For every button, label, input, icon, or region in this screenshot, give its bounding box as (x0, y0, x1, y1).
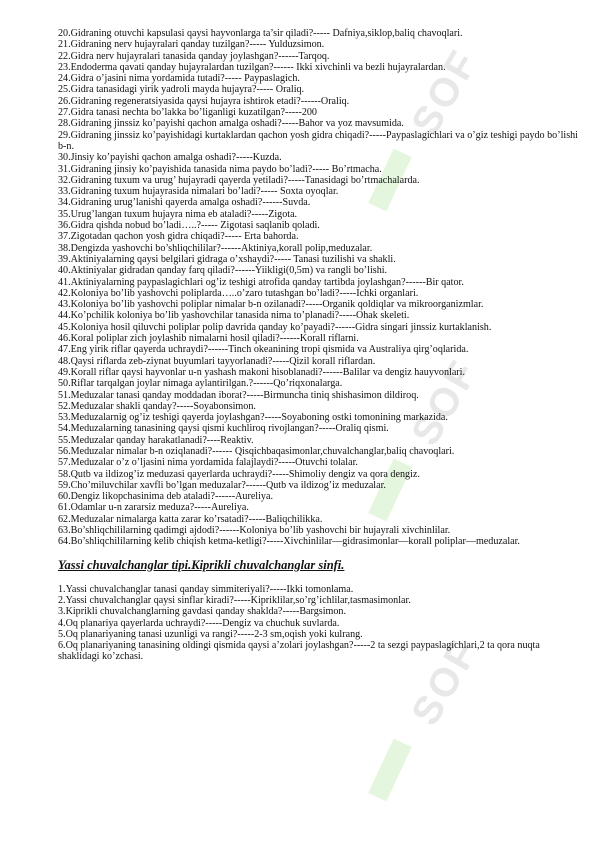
question-item: 44.Ko’pchilik koloniya bo’lib yashovchilar tanasida nima to’planadi?-----Ohak skeleti. (58, 310, 410, 322)
question-item: 49.Korall riflar qaysi hayvonlar u-n yashash makoni hisoblanadi?------Balilar va dengiz hauyvonlari. (58, 366, 465, 378)
question-item: 54.Meduzalarning tanasining qaysi qismi kuchliroq rivojlangan?-----Oraliq qismi. (58, 423, 389, 435)
watermark-text: SOF (403, 351, 488, 453)
question-item: 22.Gidra nerv hujayralari tanasida qanday joylashgan?------Tarqoq. (58, 50, 330, 62)
question-item: 37.Zigotadan qachon yosh gidra chiqadi?----- Erta bahorda. (58, 231, 299, 243)
question-item: 4.Oq planariya qayerlarda uchraydi?-----Dengiz va chuchuk suvlarda. (58, 617, 340, 629)
question-item: 2.Yassi chuvalchanglar qaysi sinflar kiradi?-----Kipriklilar,so’rg’ichlilar,tasmasimonlar. (58, 594, 411, 606)
watermark-mark (368, 739, 411, 802)
question-item: 43.Koloniya bo’lib yashovchi poliplar nimalar b-n ozilanadi?-----Organik qoldiqlar va mikroorganizmlar. (58, 299, 484, 311)
question-item: 30.Jinsiy ko’payishi qachon amalga oshadi?-----Kuzda. (58, 152, 282, 164)
question-item: 5.Oq planariyaning tanasi uzunligi va rangi?-----2-3 sm,oqish yoki kulrang. (58, 628, 363, 640)
question-item: 39.Aktiniyalarning qaysi belgilari gidraga o’xshaydi?----- Tanasi tuzilishi va shakli. (58, 253, 396, 265)
question-item: 51.Meduzalar tanasi qanday moddadan iborat?-----Birmuncha tiniq shishasimon dildiroq. (58, 389, 419, 401)
question-item: 33.Gidraning tuxum hujayrasida nimalari bo’ladi?----- Soxta oyoqlar. (58, 186, 339, 198)
watermark-text: SOF (403, 631, 488, 733)
watermark-text: SOF (403, 41, 488, 143)
question-item: 28.Gidraning jinssiz ko’payishi qachon amalga oshadi?-----Bahor va yoz mavsumida. (58, 118, 404, 130)
document-body (58, 28, 580, 663)
question-item: 60.Dengiz likopchasinima deb ataladi?------Aureliya. (58, 491, 273, 503)
question-item: 40.Aktiniyalar gidradan qanday farq qiladi?------Yiikligi(0,5m) va rangli bo’lishi. (58, 265, 388, 277)
question-item: 63.Bo’shliqchililarning qadimgi ajdodi?------Koloniya bo’lib yashovchi bir hujayrali xivchinlilar. (58, 525, 451, 537)
question-item: 35.Urug’langan tuxum hujayra nima eb ataladi?-----Zigota. (58, 208, 298, 220)
question-item: 36.Gidra qishda nobud bo’ladi…..?----- Zigotasi saqlanib qoladi. (58, 220, 320, 232)
section-heading: Yassi chuvalchanglar tipi.Kiprikli chuvalchanglar sinfi. (58, 557, 345, 572)
question-item: 29.Gidraning jinssiz ko’payishidagi kurtaklardan qachon yosh gidra chiqadi?-----Paypaslagichlari va o’giz teshigi paydo bo’lishi b-n. (58, 129, 578, 152)
question-item: 25.Gidra tanasidagi yirik yadroli mayda hujayra?----- Oraliq. (58, 84, 305, 96)
question-item: 27.Gidra tanasi nechta bo’lakka bo’liganligi kuzatilgan?-----200 (58, 107, 317, 119)
question-item: 47.Eng yirik riflar qayerda uchraydi?------Tinch okeanining tropi qismida va Australiya qirg’oqlarida. (58, 344, 469, 356)
question-item: 38.Dengizda yashovchi bo’shliqchililar?------Aktiniya,korall polip,meduzalar. (58, 242, 373, 254)
question-list-hydra (58, 28, 580, 548)
question-item: 32.Gidraning tuxum va urug’ hujayradi qayerda yetiladi?-----Tanasidagi bo’rtmachalarda. (58, 174, 420, 186)
question-item: 21.Gidraning nerv hujayralari qanday tuzilgan?----- Yulduzsimon. (58, 39, 325, 51)
question-item: 6.Oq planariyaning tanasining oldingi qismida qaysi a’zolari joylashgan?-----2 ta sezgi paypaslagichlari,2 ta qora nuqta shaklidagi ko’zchasi. (58, 640, 540, 663)
question-item: 58.Qutb va ildizog’iz meduzasi qayerlarda uchraydi?-----Shimoliy dengiz va qora dengiz. (58, 468, 420, 480)
question-item: 59.Cho’miluvchilar xavfli bo’lgan meduzalar?------Qutb va ildizog’iz meduzalar. (58, 479, 386, 491)
question-item: 61.Odamlar u-n zararsiz meduza?-----Aureliya. (58, 502, 249, 514)
question-item: 55.Meduzalar qanday harakatlanadi?----Reaktiv. (58, 434, 254, 446)
question-item: 23.Endoderma qavati qanday hujayralardan tuzilgan?------ Ikki xivchinli va bezli hujayralardan. (58, 61, 446, 73)
question-item: 1.Yassi chuvalchanglar tanasi qanday simmiteriyali?-----Ikki tomonlama. (58, 583, 354, 595)
question-item: 53.Meduzalarnig og’iz teshigi qayerda joylashgan?-----Soyaboning ostki tomonining markazida. (58, 412, 448, 424)
question-item: 62.Meduzalar nimalarga katta zarar ko’rsatadi?-----Baliqchilikka. (58, 513, 323, 525)
question-item: 52.Meduzalar shakli qanday?-----Soyabonsimon. (58, 400, 256, 412)
question-item: 57.Meduzalar o’z o’ljasini nima yordamida falajlaydi?-----Otuvchi tolalar. (58, 457, 358, 469)
question-item: 46.Koral poliplar zich joylashib nimalarni hosil qiladi?------Korall riflarni. (58, 333, 359, 345)
question-item: 50.Riflar tarqalgan joylar nimaga aylantirilgan.?------Qo’riqxonalarga. (58, 378, 343, 390)
question-list-flatworms (58, 584, 580, 663)
question-item: 34.Gidraning urug’lanishi qayerda amalga oshadi?------Suvda. (58, 197, 311, 209)
question-item: 24.Gidra o’jasini nima yordamida tutadi?----- Paypaslagich. (58, 73, 300, 85)
question-item: 64.Bo’shliqchililarning kelib chiqish ketma-ketligi?-----Xivchinlilar—gidrasimonlar—korall poliplar—meduzalar. (58, 536, 520, 548)
question-item: 20.Gidraning otuvchi kapsulasi qaysi hayvonlarga ta’sir qiladi?----- Dafniya,siklop,baliq chavoqlari. (58, 28, 463, 39)
question-item: 3.Kiprikli chuvalchanglarning gavdasi qanday shaklda?-----Bargsimon. (58, 606, 346, 618)
question-item: 56.Meduzalar nimalar b-n oziqlanadi?------ Qisqichbaqasimonlar,chuvalchanglar,baliq chavoqlari. (58, 445, 455, 457)
question-item: 42.Koloniya bo’lib yashovchi poliplarda…..o’zaro tutashgan bo’ladi?-----Ichki organlari. (58, 287, 419, 299)
question-item: 26.Gidraning regeneratsiyasida qaysi hujayra ishtirok etadi?------Oraliq. (58, 95, 350, 107)
question-item: 48.Qaysi riflarda zeb-ziynat buyumlari tayyorlanadi?-----Qizil korall riflardan. (58, 355, 376, 367)
question-item: 45.Koloniya hosil qiluvchi poliplar polip davrida qanday ko’payadi?------Gidra singari jinssiz kurtaklanish. (58, 321, 492, 333)
question-item: 41.Aktiniyalarning paypaslagichlari og’iz teshigi atrofida qanday tartibda joylashgan?------Bir qator. (58, 276, 464, 288)
question-item: 31.Gidraning jinsiy ko’payishida tanasida nima paydo bo’ladi?----- Bo’rtmacha. (58, 163, 382, 175)
